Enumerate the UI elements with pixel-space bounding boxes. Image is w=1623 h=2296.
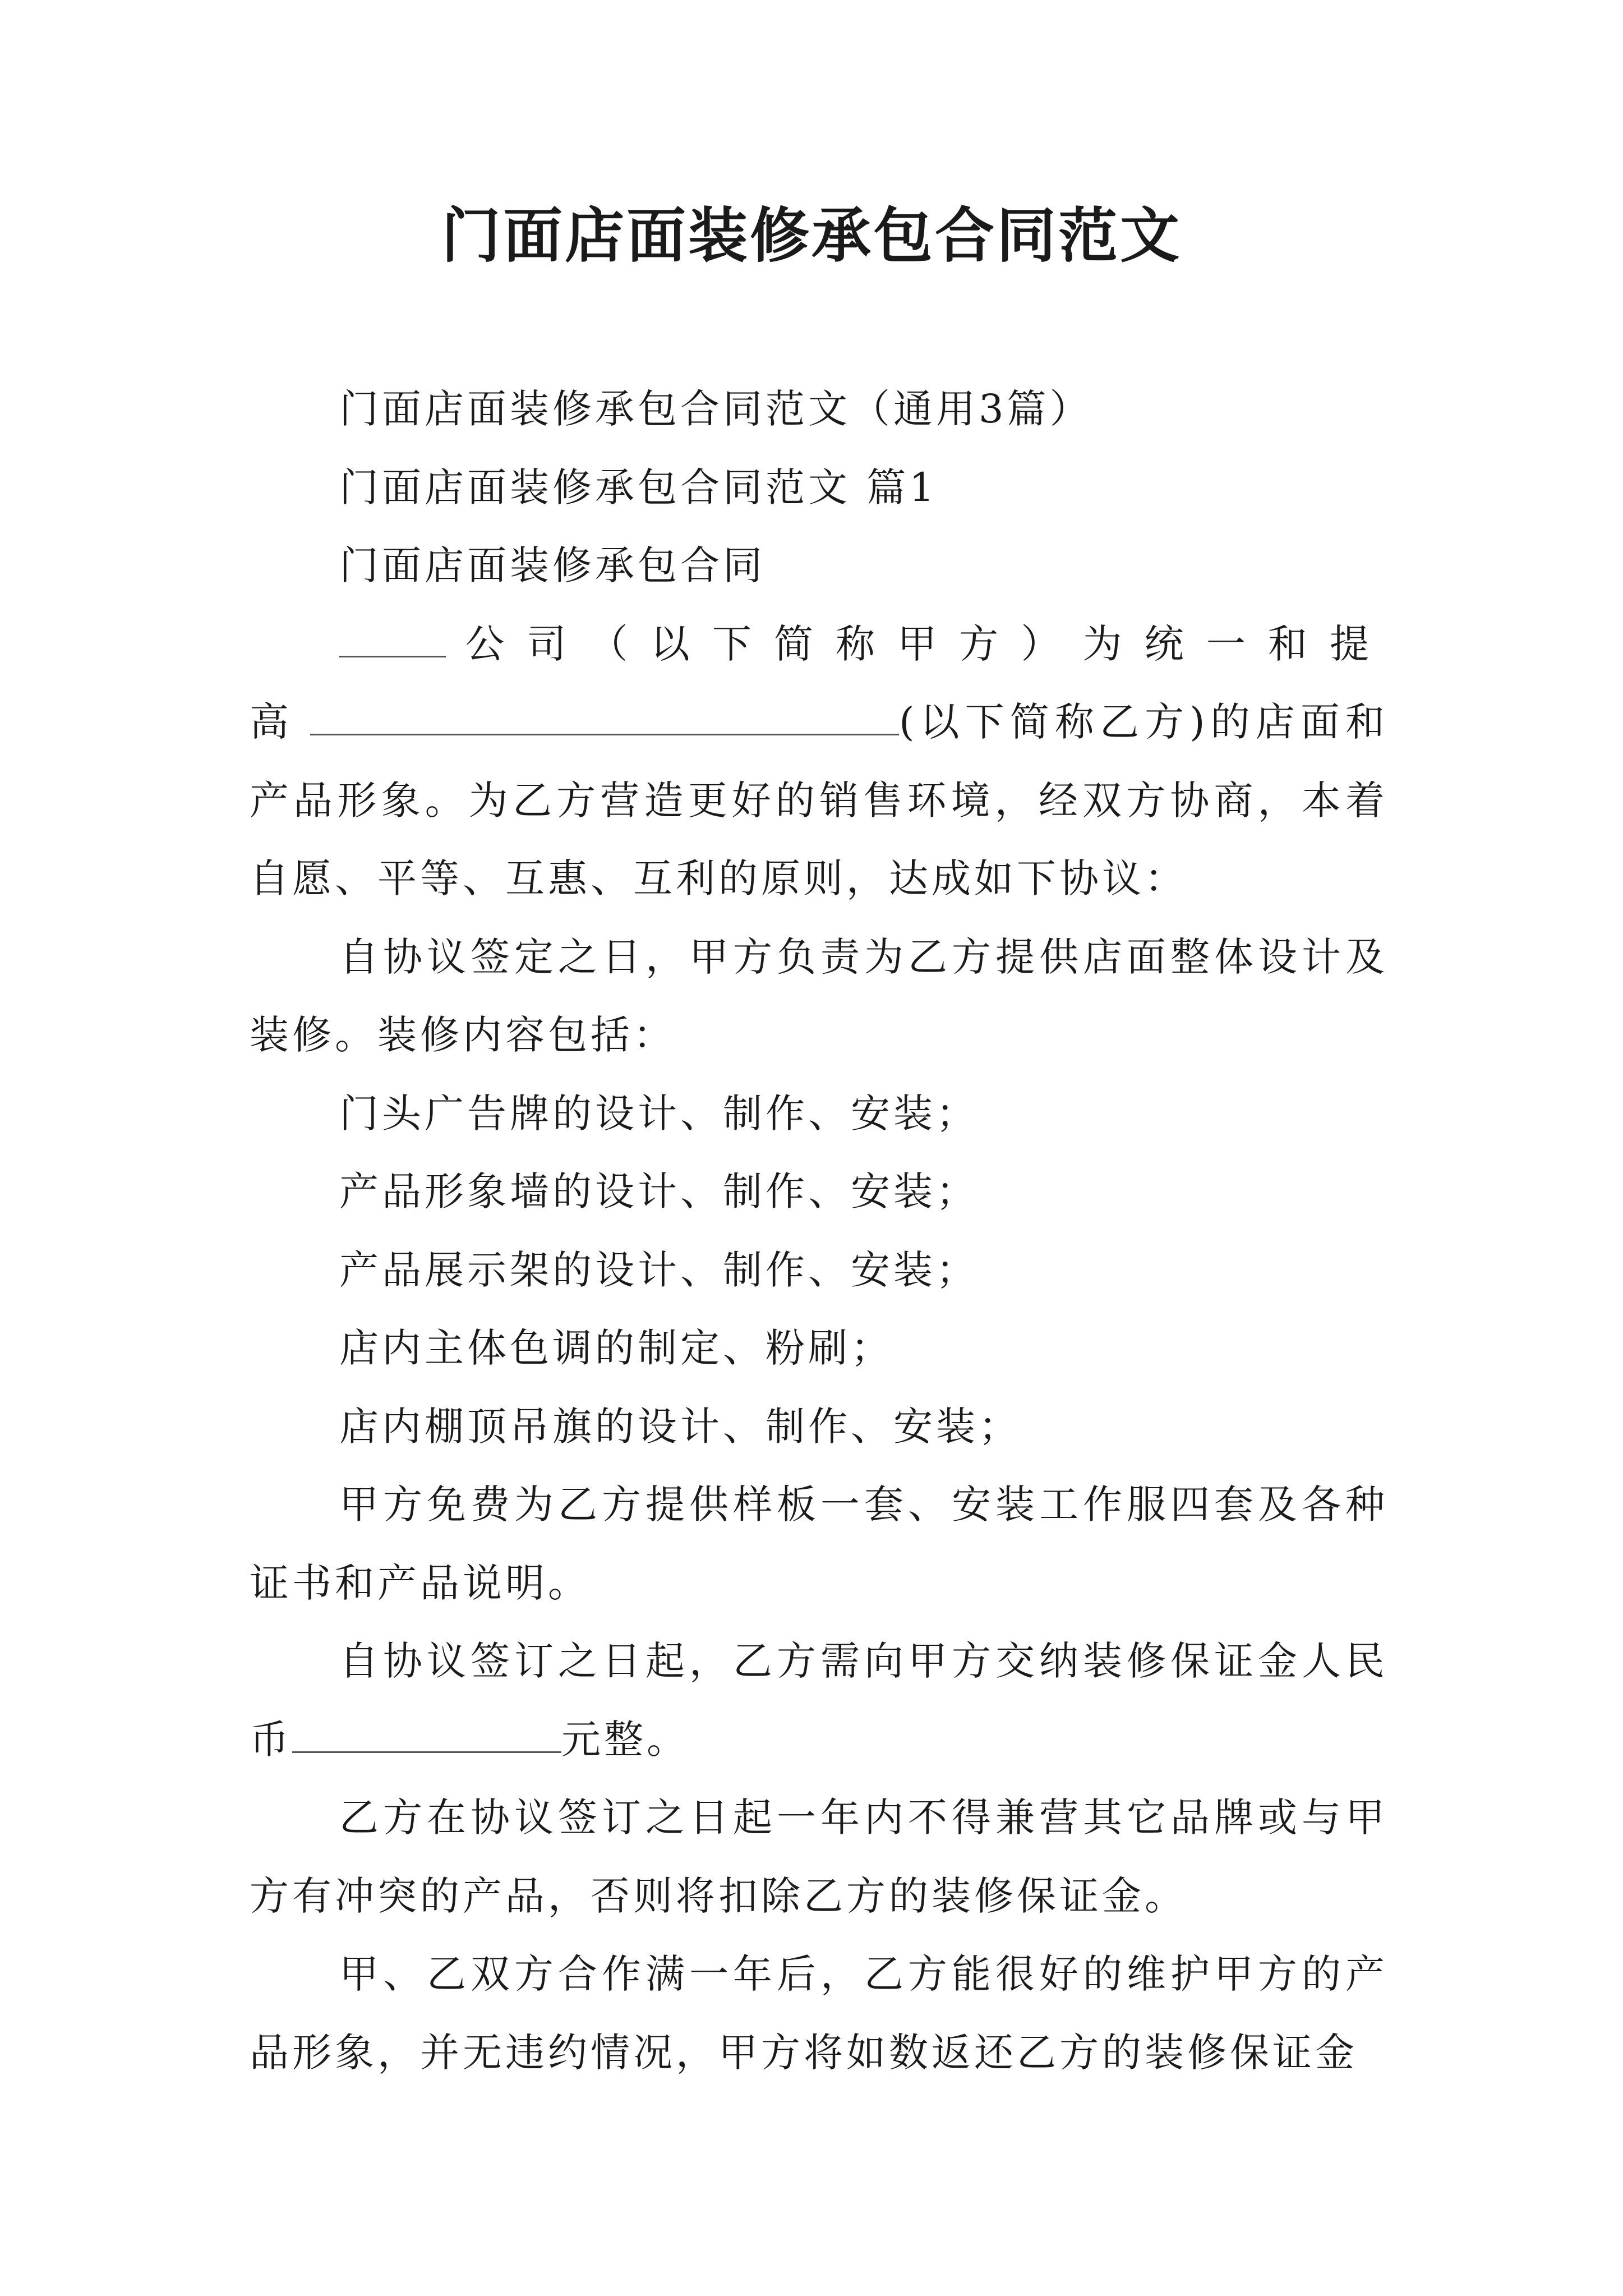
blank-deposit-amount [292,1708,561,1753]
clause-deposit [250,1622,1388,1779]
blank-company-name [339,612,446,657]
document-title: 门面店面装修承包合同范文 [441,200,1182,270]
list-item: 产品展示架的设计、制作、安装； [339,1246,979,1293]
intro-part-a: 公司（以下简称甲方）为统一和提高 [250,620,1388,745]
deposit-part-a: 自协议签订之日起，乙方需向甲方交纳装修保证金人民币 [250,1638,1388,1763]
list-item: 门头广告牌的设计、制作、安装； [339,1090,979,1137]
clause-exclusive: 乙方在协议签订之日起一年内不得兼营其它品牌或与甲方有冲突的产品，否则将扣除乙方的装修保证金。 [250,1795,1388,1919]
blank-party-b-name [310,690,899,735]
heading-part1: 门面店面装修承包合同范文 篇1 [339,464,938,510]
list-item: 店内主体色调的制定、粉刷； [339,1325,893,1371]
clause-refund: 甲、乙双方合作满一年后，乙方能很好的维护甲方的产品形象，并无违约情况，甲方将如数返还乙方的装修保证金 [250,1951,1388,2076]
heading-contract: 门面店面装修承包合同 [339,542,766,588]
document-body [250,370,1388,2092]
deposit-part-b: 元整。 [561,1716,689,1763]
intro-part-b: (以下简称乙方)的店面和产品形象。为乙方营造更好的销售环境，经双方协商，本着自愿、平等、互惠、互利的原则，达成如下协议： [250,699,1389,901]
clause-design: 自协议签定之日，甲方负责为乙方提供店面整体设计及装修。装修内容包括： [250,933,1388,1058]
intro-paragraph [250,605,1388,918]
clause-free: 甲方免费为乙方提供样板一套、安装工作服四套及各种证书和产品说明。 [250,1481,1388,1606]
list-item: 店内棚顶吊旗的设计、制作、安装； [339,1403,1021,1450]
list-item: 产品形象墙的设计、制作、安装； [339,1168,979,1214]
heading-general: 门面店面装修承包合同范文（通用3篇） [339,386,1092,432]
